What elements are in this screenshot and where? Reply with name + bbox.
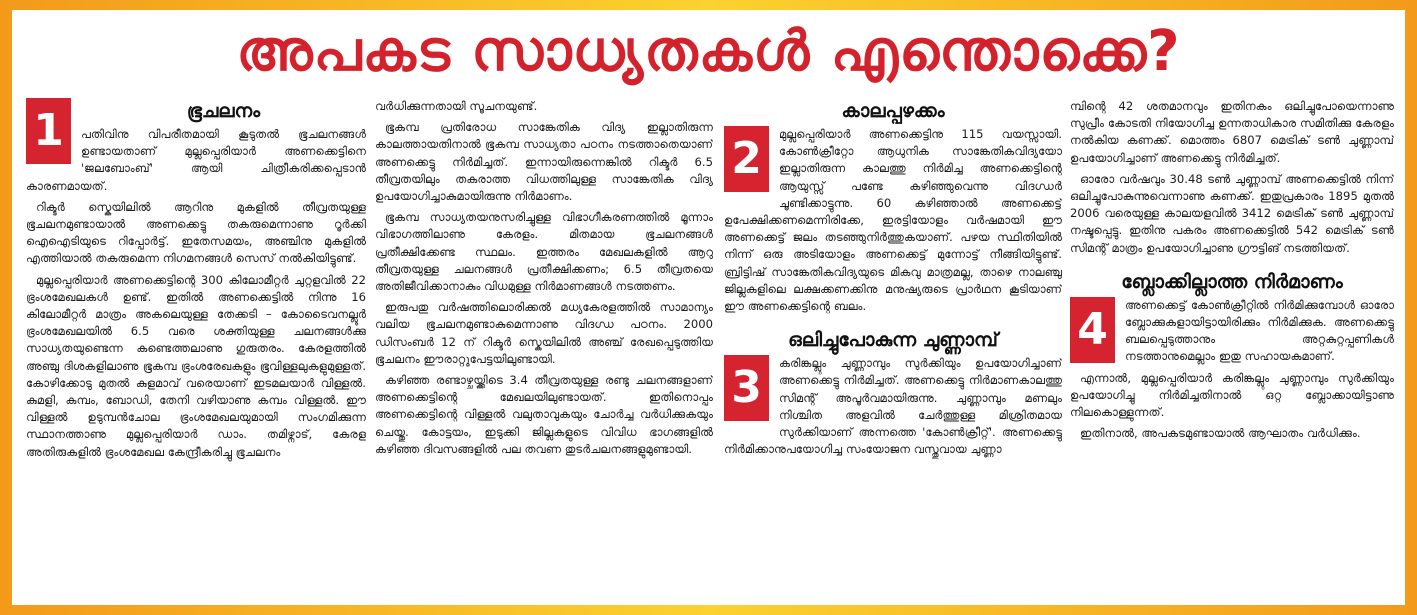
paragraph: ഇരുപതു വർഷത്തിലൊരിക്കൽ മധ്യകേരളത്തിൽ സാമാന്യം വലിയ ഭൂചലനമുണ്ടാകുമെന്നാണു വിദഗ്ധ പഠനം. 2000 ഡിസംബർ 12 ന് റിക്ടർ സ്കെയിലിൽ അഞ്ച് രേഖപ്പെടുത്തിയ ഭൂചലനം ഈരാറ്റുപേട്ടയിലുണ്ടായി.	[375, 300, 713, 366]
article-frame	[12, 10, 1405, 605]
paragraph: അണക്കെട്ട് കോൺക്രീറ്റിൽ നിർമിക്കുമ്പോൾ ഓരോ ബ്ലോക്കുകളായിട്ടായിരിക്കും നിർമിക്കുക. അണക്കെട്ടു ബലപ്പെടുത്താനും അറ്റകുറ്റപ്പണികൾ നടത്താനുമെല്ലാം ഇതു സഹായകമാണ്.	[1125, 297, 1394, 364]
section-number-3: 3	[724, 355, 769, 421]
paragraph: കരിങ്കല്ലും ചുണ്ണാമ്പും സുർക്കിയും ഉപയോഗിച്ചാണ് അണക്കെട്ടു നിർമിച്ചത്. അണക്കെട്ടു നിർമാണകാലത്തു സിമന്റ് അപൂർവമായിരുന്നു. ചുണ്ണാമ്പും മണലും നിശ്ചിത അളവിൽ ചേർത്തുള്ള മിശ്രിതമായ സുർക്കിയാണ് അന്നത്തെ 'കോൺക്രീറ്റ്'. അണക്കെട്ടു നിർമിക്കാനുപയോഗിച്ച സംയോജന വസ്തുവായ ചുണ്ണാ	[724, 356, 1062, 457]
paragraph: ഭൂകമ്പ സാധ്യതയനുസരിച്ചുള്ള വിഭാഗീകരണത്തിൽ മൂന്നാം വിഭാഗത്തിലാണു കേരളം. മിതമായ ഭൂചലനങ്ങൾ പ്രതീക്ഷിക്കേണ്ട സ്ഥലം. ഇത്തരം മേഖലകളിൽ ആറു തീവ്രതയുള്ള ചലനങ്ങൾ പ്രതീക്ഷിക്കണം; 6.5 തീവ്രതയെ അതിജീവിക്കാനാകും വിധമുള്ള നിർമാണങ്ങൾ നടത്തണം.	[375, 210, 713, 294]
paragraph: മുല്ലപ്പെരിയാർ അണക്കെട്ടിന്റെ 300 കിലോമീറ്റർ ചുറ്റളവിൽ 22 ഭ്രംശമേഖലകൾ ഉണ്ട്. ഇതിൽ അണക്കെട്ടിൽ നിന്നു 16 കിലോമീറ്റർ മാത്രം അകലെയുള്ള തേക്കടി – കോടൈവനല്ലൂർ ഭ്രംശമേഖലയിൽ 6.5 വരെ ശക്തിയുള്ള ചലനങ്ങൾക്കു സാധ്യതയുണ്ടെന്ന കണ്ടെത്തലാണു ഗുരുതരം. കേരളത്തിൽ അഞ്ചു ദിശകളിലാണു ഭൂകമ്പ ഭ്രംശരേഖകളും ഭൂവിള്ളലുകളുമുള്ളത്. കോഴിക്കോടു മുതൽ കുളമാവ് വരെയാണ് ഇടമലയാർ വിള്ളൽ. കുമളി, കമ്പം, ബോഡി, തേനി വഴിയാണു കമ്പം വിള്ളൽ. ഈ വിള്ളൽ ഉടുമ്പൻചോല ഭ്രംശമേഖലയുമായി സംഗമിക്കുന്ന സ്ഥാനത്താണു മുല്ലപ്പെരിയാർ ഡാം. തമിഴ്നാട്, കേരള അതിരുകളിൽ ഭ്രംശമേഖല കേന്ദ്രീകരിച്ചു ഭൂചലനം	[26, 272, 366, 459]
paragraph: മുല്ലപ്പെരിയാർ അണക്കെട്ടിനു 115 വയസ്സായി. കോൺക്രീറ്റോ ആധുനിക സാങ്കേതികവിദ്യയോ ഇല്ലാതിരുന്ന കാലത്തു നിർമിച്ച അണക്കെട്ടിന്റെ ആയുസ്സ് പണ്ടേ കഴിഞ്ഞുവെന്നു വിദഗ്ധർ ചൂണ്ടിക്കാട്ടുന്നു. 60 കഴിഞ്ഞാൽ അണക്കെട്ട് ഉപേക്ഷിക്കണമെന്നിരിക്കേ, ഇരട്ടിയോളം വർഷമായി ഈ അണക്കെട്ട് ജലം തടഞ്ഞുനിർത്തുകയാണ്. പഴയ സ്ഥിതിയിൽ നിന്ന് ഒരു അടിയോളം അണക്കെട്ട് മുന്നോട്ട് നീങ്ങിയിട്ടുണ്ട്. ബ്രിട്ടിഷ് സാങ്കേതികവിദ്യയുടെ മികവു മാത്രമല്ല, താഴെ നാലഞ്ചു ജില്ലകളിലെ ലക്ഷക്കണക്കിനു മനുഷ്യരുടെ പ്രാർഥന കൂടിയാണ് ഈ അണക്കെട്ടിന്റെ ബലം.	[724, 127, 1062, 314]
paragraph: വർധിക്കുന്നതായി സൂചനയുണ്ട്.	[375, 99, 538, 113]
section-title-earthquake: ഭൂചലനം	[186, 100, 261, 122]
paragraph: പതിവിനു വിപരീതമായി കൂടുതൽ ഭൂചലനങ്ങൾ ഉണ്ടായതാണ് മുല്ലപ്പെരിയാർ അണക്കെട്ടിനെ 'ജലബോംബ്' ആയി ചിത്രീകരിക്കപ്പെടാൻ കാരണമായത്.	[26, 127, 366, 193]
section-number-1: 1	[26, 98, 71, 164]
article-headline: അപകട സാധ്യതകൾ എന്തൊക്കെ?	[236, 19, 1181, 84]
section-title-lime: ഒലിച്ചുപോകുന്ന ചുണ്ണാമ്പ്	[788, 329, 998, 352]
column-4	[1070, 98, 1394, 598]
section-number-4: 4	[1070, 297, 1115, 363]
column-1	[26, 98, 366, 598]
paragraph: ഭൂകമ്പ പ്രതിരോധ സാങ്കേതിക വിദ്യ ഇല്ലാതിരുന്ന കാലത്തായതിനാൽ ഭൂകമ്പ സാധ്യതാ പഠനം നടത്താതെയാണ് അണക്കെട്ടു നിർമിച്ചത്. ഇന്നായിരുന്നെങ്കിൽ റിക്ടർ 6.5 തീവ്രതയിലും തകരാത്ത വിധത്തിലുള്ള സാങ്കേതിക വിദ്യ ഉപയോഗിച്ചാകുമായിരുന്നു നിർമാണം.	[375, 120, 713, 204]
section-title-age: കാലപ്പഴക്കം	[841, 100, 945, 122]
column-3	[724, 98, 1062, 598]
paragraph: റിക്ടർ സ്കെയിലിൽ ആറിനു മുകളിൽ തീവ്രതയുള്ള ഭൂചലനമുണ്ടായാൽ അണക്കെട്ടു തകരുമെന്നാണു റൂർക്കി ഐഐടിയുടെ റിപ്പോർട്ട്. ഇതേസമയം, അഞ്ചിനു മുകളിൽ എത്തിയാൽ തകരുമെന്ന നിഗമനങ്ങൾ സെസ് നൽകിയിട്ടുണ്ട്.	[26, 199, 366, 266]
section-title-blockless: ബ്ലോക്കില്ലാത്ത നിർമാണം	[1121, 270, 1343, 293]
paragraph: മ്പിന്റെ 42 ശതമാനവും ഇതിനകം ഒലിച്ചുപോയെന്നാണു സുപ്രീം കോടതി നിയോഗിച്ച ഉന്നതാധികാര സമിതിക്കു കേരളം നൽകിയ കണക്ക്. മൊത്തം 6807 മെട്രിക് ടൺ ചുണ്ണാമ്പ് ഉപയോഗിച്ചാണ് അണക്കെട്ടു നിർമിച്ചത്.	[1070, 99, 1394, 165]
paragraph: എന്നാൽ, മുല്ലപ്പെരിയാർ കരിങ്കല്ലും ചുണ്ണാമ്പും സുർക്കിയും ഉപയോഗിച്ചു നിർമിച്ചതിനാൽ ഒറ്റ ബ്ലോക്കായിട്ടാണു നിലകൊള്ളുന്നത്.	[1070, 370, 1394, 420]
paragraph: കഴിഞ്ഞ രണ്ടാഴ്ചയ്ക്കിടെ 3.4 തീവ്രതയുള്ള രണ്ടു ചലനങ്ങളാണ് അണക്കെട്ടിന്റെ മേഖലയിലുണ്ടായത്. ഇതിനൊപ്പം അണക്കെട്ടിന്റെ വിള്ളൽ വലുതാവുകയും ചോർച്ച വർധിക്കുകയും ചെയ്തു. കോട്ടയം, ഇടുക്കി ജില്ലകളുടെ വിവിധ ഭാഗങ്ങളിൽ കഴിഞ്ഞ ദിവസങ്ങളിൽ പല തവണ തുടർചലനങ്ങളുമുണ്ടായി.	[375, 373, 713, 456]
section-number-2: 2	[724, 126, 769, 192]
paragraph: ഇതിനാൽ, അപകടമുണ്ടായാൽ ആഘാതം വർധിക്കും.	[1080, 426, 1361, 441]
column-2	[375, 98, 713, 598]
paragraph: ഓരോ വർഷവും 30.48 ടൺ ചുണ്ണാമ്പ് അണക്കെട്ടിൽ നിന്ന് ഒലിച്ചുപോകുന്നുവെന്നാണു കണക്ക്. ഇതുപ്രകാരം 1895 മുതൽ 2006 വരെയുള്ള കാലയളവിൽ 3412 മെട്രിക് ടൺ ചുണ്ണാമ്പ് നഷ്ടപ്പെട്ടു. ഇതിനു പകരം അണക്കെട്ടിൽ 542 മെട്രിക് ടൺ സിമന്റ് മാത്രം ഉപയോഗിച്ചാണു ഗ്രൗട്ടിങ് നടത്തിയത്.	[1070, 171, 1394, 255]
